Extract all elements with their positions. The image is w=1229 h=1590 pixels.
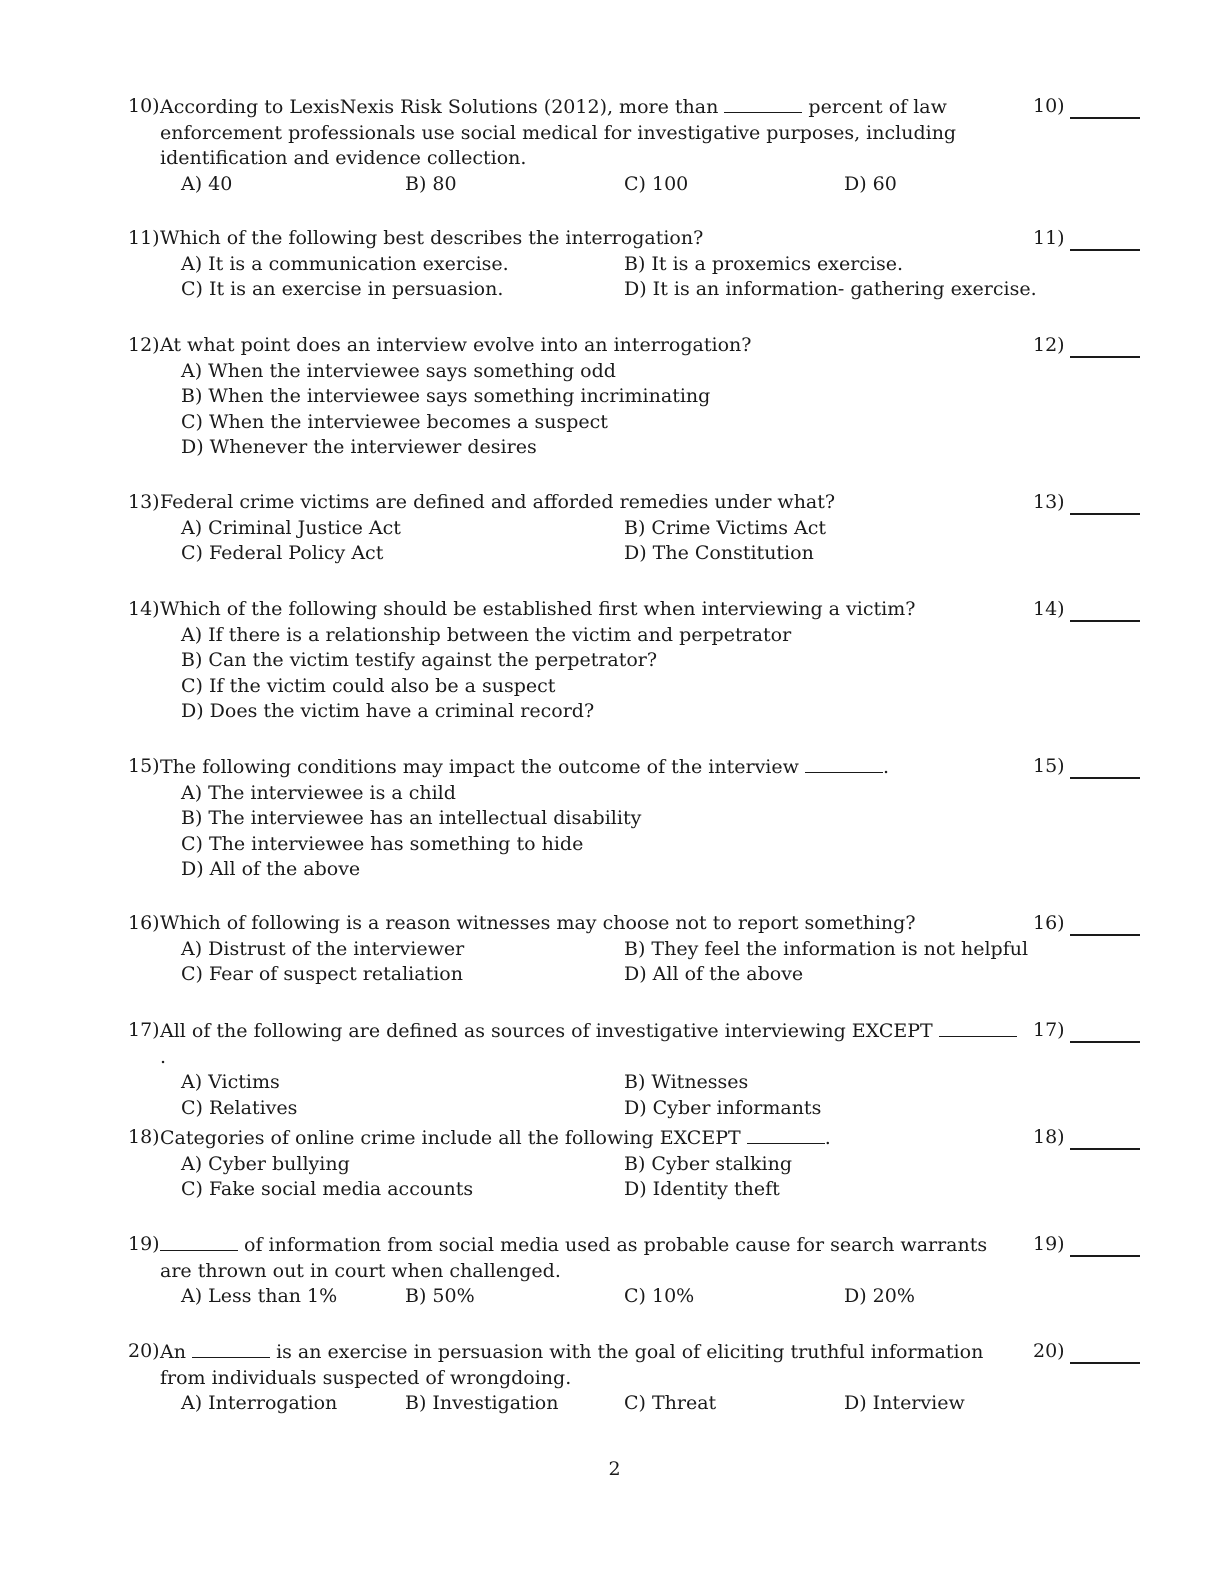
option-a: A) Interrogation	[181, 1392, 338, 1414]
option-a: A) 40	[181, 172, 233, 195]
answer-line[interactable]	[1070, 1362, 1140, 1364]
question-text-start: All of the following are defined as sources of investigative interviewing EXCEPT	[160, 1020, 933, 1042]
page-number: 2	[608, 1458, 621, 1480]
answer-line[interactable]	[1070, 117, 1140, 119]
answer-number: 12)	[1033, 334, 1065, 356]
answer-options	[181, 781, 1140, 883]
question-stem	[128, 1232, 1020, 1284]
option-c: C) Threat	[624, 1392, 717, 1414]
answer-line[interactable]	[1070, 1041, 1140, 1043]
question-number: 14)	[128, 598, 160, 620]
question-number: 20)	[128, 1340, 160, 1362]
option-a: A) When the interviewee says something odd	[181, 359, 616, 382]
answer-line[interactable]	[1070, 249, 1140, 251]
question-number: 10)	[128, 95, 160, 117]
question-number: 18)	[128, 1126, 160, 1148]
option-b: B) Cyber stalking	[624, 1152, 792, 1175]
question-text: Which of following is a reason witnesses may choose not to report something?	[160, 912, 916, 934]
answer-line[interactable]	[1070, 513, 1140, 515]
answer-slot[interactable]	[1033, 754, 1140, 780]
answer-slot[interactable]	[1033, 1339, 1140, 1365]
answer-options	[181, 623, 1140, 725]
answer-slot[interactable]	[1033, 1125, 1140, 1151]
option-a: A) Cyber bullying	[181, 1152, 350, 1175]
question-stem	[128, 754, 1020, 781]
answer-options	[181, 252, 1140, 303]
option-d: D) The Constitution	[624, 542, 814, 564]
question-stem	[128, 911, 1020, 937]
answer-line[interactable]	[1070, 934, 1140, 936]
option-c: C) Federal Policy Act	[181, 542, 384, 564]
question-11	[128, 226, 1140, 303]
question-text: At what point does an interview evolve into an interrogation?	[160, 334, 752, 356]
option-c: C) 10%	[624, 1285, 695, 1307]
answer-line[interactable]	[1070, 1148, 1140, 1150]
option-b: B) 50%	[405, 1285, 475, 1307]
option-b: B) 80	[405, 172, 457, 195]
answer-slot[interactable]	[1033, 911, 1140, 937]
option-b: B) Investigation	[405, 1392, 559, 1414]
option-c: C) The interviewee has something to hide	[181, 832, 584, 855]
answer-options	[181, 172, 1140, 198]
question-text-start: According to LexisNexis Risk Solutions (2012), more than	[160, 96, 719, 118]
option-a: A) It is a communication exercise.	[181, 252, 509, 275]
question-12	[128, 333, 1140, 461]
answer-number: 17)	[1033, 1019, 1065, 1041]
question-text: Which of the following best describes the interrogation?	[160, 227, 704, 249]
answer-number: 16)	[1033, 912, 1065, 934]
option-c: C) Fake social media accounts	[181, 1178, 474, 1200]
question-17	[128, 1018, 1140, 1121]
answer-options	[181, 516, 1140, 567]
option-a: A) The interviewee is a child	[181, 781, 456, 804]
question-number: 15)	[128, 755, 160, 777]
answer-number: 14)	[1033, 598, 1065, 620]
question-number: 13)	[128, 491, 160, 513]
answer-options	[181, 1152, 1140, 1203]
answer-slot[interactable]	[1033, 597, 1140, 623]
question-text-end: .	[160, 1045, 167, 1068]
question-15	[128, 754, 1140, 883]
option-c: C) Fear of suspect retaliation	[181, 963, 463, 985]
option-d: D) Interview	[844, 1392, 965, 1414]
option-d: D) Cyber informants	[624, 1096, 822, 1119]
option-c: C) If the victim could also be a suspect	[181, 674, 556, 697]
option-d: D) Identity theft	[624, 1178, 780, 1200]
answer-slot[interactable]	[1033, 333, 1140, 359]
answer-slot[interactable]	[1033, 226, 1140, 252]
question-stem	[128, 226, 1020, 252]
question-13	[128, 490, 1140, 567]
option-b: B) The interviewee has an intellectual disability	[181, 807, 642, 829]
option-a: A) Less than 1%	[181, 1285, 338, 1307]
question-stem	[128, 597, 1020, 623]
option-d: D) Whenever the interviewer desires	[181, 436, 537, 458]
question-10	[128, 94, 1140, 197]
answer-slot[interactable]	[1033, 1018, 1140, 1044]
option-c: C) 100	[624, 172, 689, 195]
question-20	[128, 1339, 1140, 1417]
option-b: B) It is a proxemics exercise.	[624, 252, 904, 275]
option-d: D) All of the above	[624, 963, 804, 985]
answer-options	[181, 359, 1140, 461]
question-text-end: percent of law enforcement professionals use social medical for investigative purposes, including identification and evidence collection.	[160, 96, 957, 169]
answer-number: 19)	[1033, 1233, 1065, 1255]
option-d: D) It is an information- gathering exercise.	[624, 278, 1037, 300]
option-d: D) 60	[844, 172, 897, 195]
option-b: B) Can the victim testify against the perpetrator?	[181, 649, 658, 671]
question-stem	[128, 333, 1020, 359]
option-a: A) Distrust of the interviewer	[181, 937, 465, 960]
option-a: A) Victims	[181, 1071, 280, 1093]
answer-options	[181, 937, 1140, 988]
fill-in-blank	[160, 1232, 238, 1251]
answer-number: 13)	[1033, 491, 1065, 513]
answer-line[interactable]	[1070, 1255, 1140, 1257]
answer-number: 10)	[1033, 95, 1065, 117]
question-text-start: Categories of online crime include all the following EXCEPT	[160, 1127, 741, 1149]
answer-line[interactable]	[1070, 777, 1140, 779]
question-14	[128, 597, 1140, 725]
option-b: B) Crime Victims Act	[624, 516, 827, 539]
option-b: B) They feel the information is not helpful	[624, 937, 1029, 960]
answer-slot[interactable]	[1033, 94, 1140, 120]
answer-line[interactable]	[1070, 620, 1140, 622]
question-18	[128, 1125, 1140, 1203]
question-number: 19)	[128, 1233, 160, 1255]
option-c: C) When the interviewee becomes a suspect	[181, 410, 608, 433]
option-c: C) Relatives	[181, 1096, 298, 1119]
question-text: Federal crime victims are defined and afforded remedies under what?	[160, 491, 836, 513]
answer-options	[181, 1284, 1140, 1310]
option-c: C) It is an exercise in persuasion.	[181, 278, 504, 300]
question-text-end: .	[824, 1127, 831, 1149]
fill-in-blank	[747, 1125, 825, 1144]
option-a: A) Criminal Justice Act	[181, 516, 401, 539]
question-16	[128, 911, 1140, 988]
question-stem	[128, 490, 1020, 516]
answer-line[interactable]	[1070, 356, 1140, 358]
question-number: 11)	[128, 227, 160, 249]
question-text-end: of information from social media used as probable cause for search warrants are thrown out in court when challenged.	[160, 1234, 988, 1282]
fill-in-blank	[939, 1018, 1017, 1037]
fill-in-blank	[724, 94, 802, 113]
question-number: 12)	[128, 334, 160, 356]
answer-number: 15)	[1033, 755, 1065, 777]
question-19	[128, 1232, 1140, 1310]
option-d: D) All of the above	[181, 858, 361, 880]
question-stem	[128, 1125, 1020, 1152]
answer-number: 18)	[1033, 1126, 1065, 1148]
question-stem	[128, 1339, 1020, 1391]
question-text-start: An	[160, 1341, 186, 1363]
question-stem	[128, 1018, 1020, 1070]
question-number: 16)	[128, 912, 160, 934]
question-stem	[128, 94, 1020, 172]
fill-in-blank	[805, 754, 883, 773]
option-d: D) 20%	[844, 1285, 915, 1307]
option-a: A) If there is a relationship between the victim and perpetrator	[181, 623, 792, 646]
fill-in-blank	[192, 1339, 270, 1358]
question-number: 17)	[128, 1019, 160, 1041]
option-b: B) Witnesses	[624, 1071, 749, 1093]
answer-number: 20)	[1033, 1340, 1065, 1362]
answer-options	[181, 1070, 1140, 1121]
option-d: D) Does the victim have a criminal record?	[181, 700, 595, 722]
answer-slot[interactable]	[1033, 490, 1140, 516]
question-text-end: is an exercise in persuasion with the goal of eliciting truthful information from individuals suspected of wrongdoing.	[160, 1341, 984, 1389]
question-text-end: .	[882, 756, 889, 778]
question-text: Which of the following should be established first when interviewing a victim?	[160, 598, 916, 620]
question-text-start: The following conditions may impact the outcome of the interview	[160, 756, 799, 778]
option-b: B) When the interviewee says something incriminating	[181, 385, 711, 407]
answer-slot[interactable]	[1033, 1232, 1140, 1258]
answer-options	[181, 1391, 1140, 1417]
answer-number: 11)	[1033, 227, 1065, 249]
